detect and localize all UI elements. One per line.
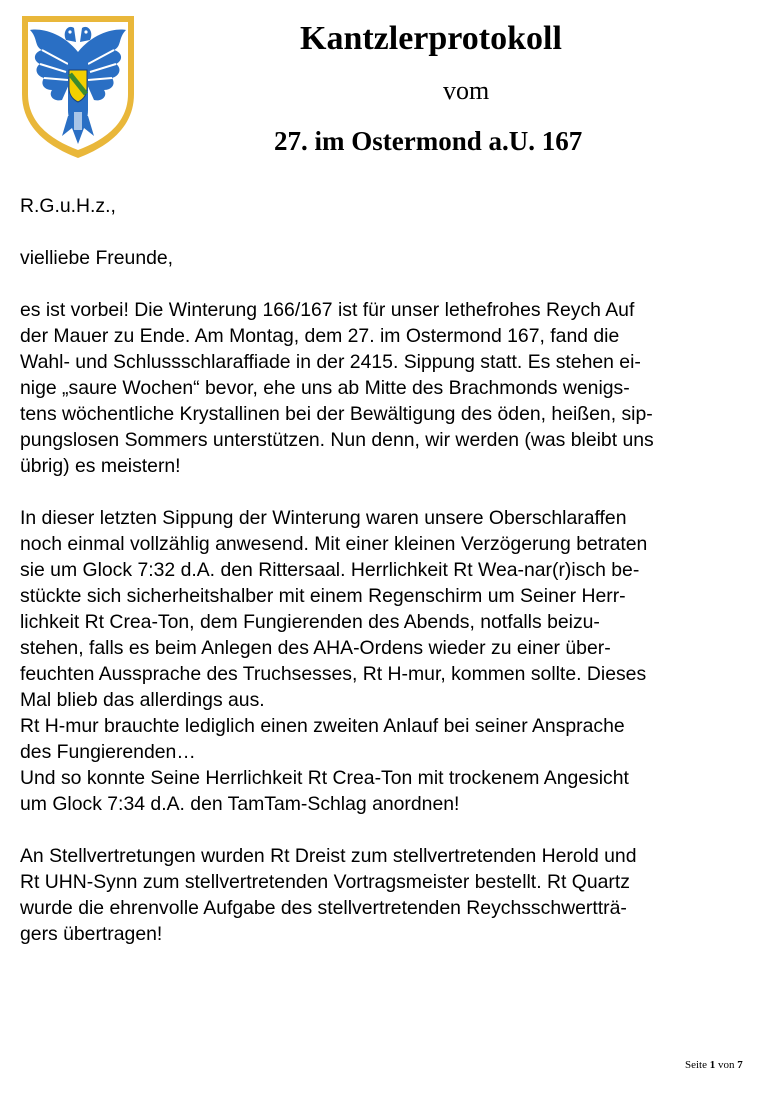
text-line: Rt H-mur brauchte lediglich einen zweiten Anlauf bei seiner Ansprache xyxy=(20,715,625,737)
page-number xyxy=(685,1059,743,1071)
paragraph-3 xyxy=(20,843,750,947)
text-line: Rt UHN-Synn zum stellvertretenden Vortragsmeister bestellt. Rt Quartz xyxy=(20,871,630,893)
text-line: noch einmal vollzählig anwesend. Mit einer kleinen Verzögerung betraten xyxy=(20,533,648,555)
text-line: Mal blieb das allerdings aus. xyxy=(20,689,265,711)
document-title: Kantzlerprotokoll xyxy=(300,20,562,57)
text-line: pungslosen Sommers unterstützen. Nun denn, wir werden (was bleibt uns xyxy=(20,429,654,451)
text-line: tens wöchentliche Krystallinen bei der Bewältigung des öden, heißen, sip- xyxy=(20,403,653,425)
text-line: übrig) es meistern! xyxy=(20,455,181,477)
paragraph-2 xyxy=(20,505,750,817)
text-line: nige „saure Wochen“ bevor, ehe uns ab Mitte des Brachmonds wenigs- xyxy=(20,377,630,399)
text-line: In dieser letzten Sippung der Winterung waren unsere Oberschlaraffen xyxy=(20,507,627,529)
text-line: es ist vorbei! Die Winterung 166/167 ist für unser lethefrohes Reych Auf xyxy=(20,299,635,321)
text-line: der Mauer zu Ende. Am Montag, dem 27. im Ostermond 167, fand die xyxy=(20,325,620,347)
text-line: feuchten Aussprache des Truchsesses, Rt H-mur, kommen sollte. Dieses xyxy=(20,663,647,685)
text-line: Und so konnte Seine Herrlichkeit Rt Crea-Ton mit trockenem Angesicht xyxy=(20,767,629,789)
page-label: Seite xyxy=(685,1059,707,1071)
text-line: des Fungierenden… xyxy=(20,741,196,763)
text-line: sie um Glock 7:32 d.A. den Rittersaal. Herrlichkeit Rt Wea-nar(r)isch be- xyxy=(20,559,640,581)
salutation: vielliebe Freunde, xyxy=(20,247,174,269)
greeting: R.G.u.H.z., xyxy=(20,195,116,217)
text-line: um Glock 7:34 d.A. den TamTam-Schlag anordnen! xyxy=(20,793,460,815)
total-pages: 7 xyxy=(737,1059,743,1071)
text-line: gers übertragen! xyxy=(20,923,163,945)
text-line: wurde die ehrenvolle Aufgabe des stellvertretenden Reychsschwertträ- xyxy=(20,897,627,919)
document-date: 27. im Ostermond a.U. 167 xyxy=(274,126,583,156)
title-vom: vom xyxy=(443,76,490,105)
of-label: von xyxy=(718,1059,735,1071)
text-line: Wahl- und Schlussschlaraffiade in der 2415. Sippung statt. Es stehen ei- xyxy=(20,351,641,373)
current-page: 1 xyxy=(709,1059,716,1071)
paragraph-1 xyxy=(20,297,750,479)
text-line: stückte sich sicherheitshalber mit einem Regenschirm um Seiner Herr- xyxy=(20,585,626,607)
text-line: An Stellvertretungen wurden Rt Dreist zum stellvertretenden Herold und xyxy=(20,845,637,867)
text-line: stehen, falls es beim Anlegen des AHA-Ordens wieder zu einer über- xyxy=(20,637,611,659)
text-line: lichkeit Rt Crea-Ton, dem Fungierenden des Abends, notfalls beizu- xyxy=(20,611,600,633)
document-body xyxy=(20,193,750,947)
coat-of-arms-icon xyxy=(18,12,138,162)
